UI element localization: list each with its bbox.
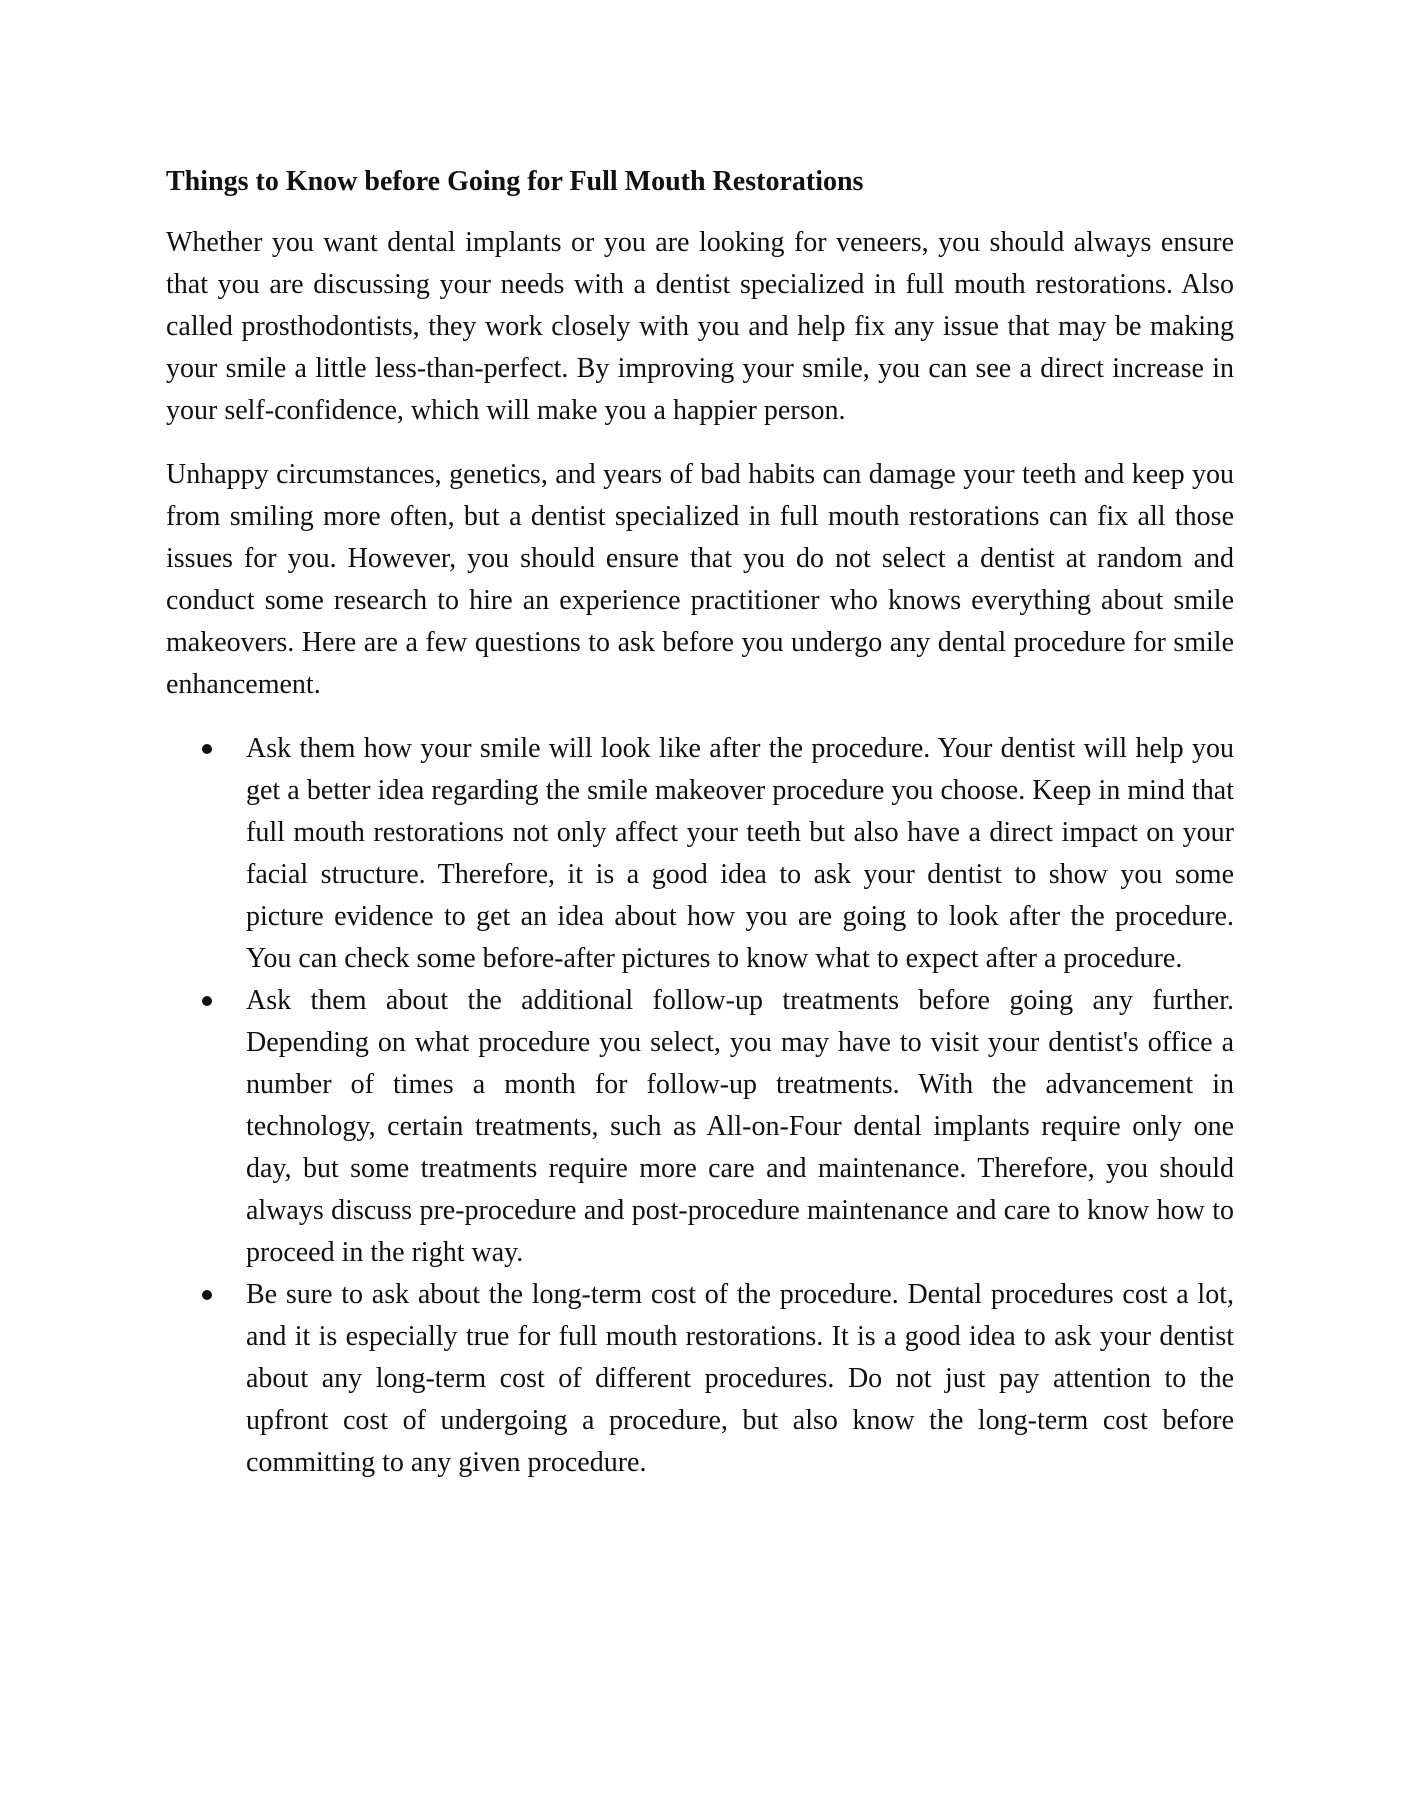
list-item-text: Ask them about the additional follow-up treatments before going any further. Depending on what procedure you select, you may have to visit your dentist's office a number of times a month for follow-up treatments. With the advancement in technology, certain treatments, such as All-on-Four dental implants require only one day, but some treatments require more care and maintenance. Therefore, you should always discuss pre-procedure and post-procedure maintenance and care to know how to proceed in the right way. xyxy=(246,985,1234,1268)
bullet-icon xyxy=(202,744,212,754)
list-item-text: Ask them how your smile will look like after the procedure. Your dentist will help you get a better idea regarding the smile makeover procedure you choose. Keep in mind that full mouth restorations not only affect your teeth but also have a direct impact on your facial structure. Therefore, it is a good idea to ask your dentist to show you some picture evidence to get an idea about how you are going to look after the procedure. You can check some before-after pictures to know what to expect after a procedure. xyxy=(246,733,1234,974)
document-page xyxy=(166,162,1234,1484)
list-item xyxy=(166,980,1234,1274)
bullet-icon xyxy=(202,1290,212,1300)
second-paragraph: Unhappy circumstances, genetics, and years of bad habits can damage your teeth and keep you from smiling more often, but a dentist specialized in full mouth restorations can fix all those issues for you. However, you should ensure that you do not select a dentist at random and conduct some research to hire an experience practitioner who knows everything about smile makeovers. Here are a few questions to ask before you undergo any dental procedure for smile enhancement. xyxy=(166,459,1234,700)
list-item xyxy=(166,1274,1234,1484)
questions-list xyxy=(166,728,1234,1484)
bullet-icon xyxy=(202,996,212,1006)
list-item xyxy=(166,728,1234,980)
document-title: Things to Know before Going for Full Mouth Restorations xyxy=(166,166,864,197)
intro-paragraph: Whether you want dental implants or you are looking for veneers, you should always ensure that you are discussing your needs with a dentist specialized in full mouth restorations. Also called prosthodontists, they work closely with you and help fix any issue that may be making your smile a little less-than-perfect. By improving your smile, you can see a direct increase in your self-confidence, which will make you a happier person. xyxy=(166,227,1234,426)
list-item-text: Be sure to ask about the long-term cost of the procedure. Dental procedures cost a lot, and it is especially true for full mouth restorations. It is a good idea to ask your dentist about any long-term cost of different procedures. Do not just pay attention to the upfront cost of undergoing a procedure, but also know the long-term cost before committing to any given procedure. xyxy=(246,1279,1234,1478)
